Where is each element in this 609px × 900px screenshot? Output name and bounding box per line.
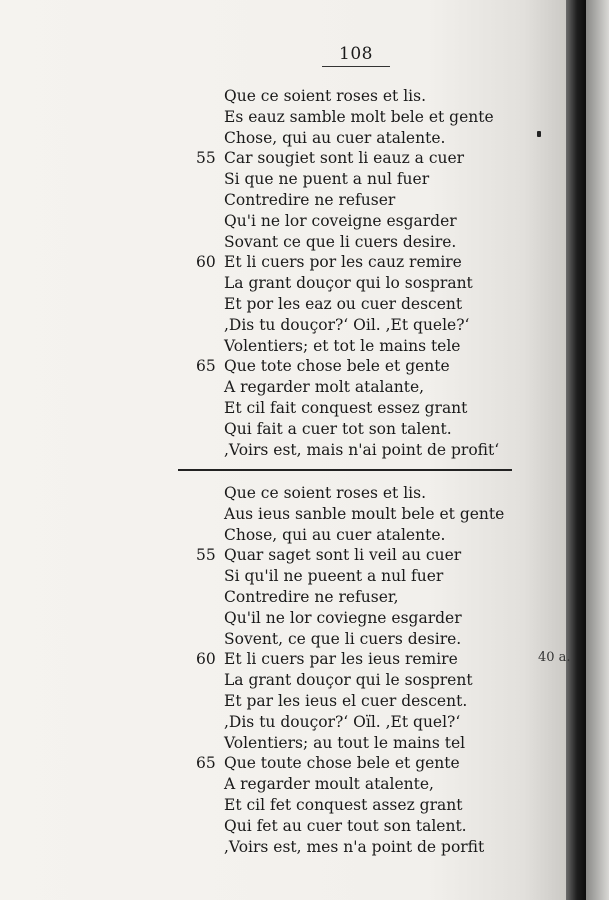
verse-line: [0, 649, 560, 670]
verse-text: Et li cuers por les cauz remire: [224, 253, 462, 272]
verse-line: [0, 252, 560, 273]
verse-line: [0, 440, 560, 461]
verse-line: [0, 545, 560, 566]
verse-text: Qu'i ne lor coveigne esgarder: [224, 211, 457, 230]
verse-text: Que toute chose bele et gente: [224, 754, 460, 773]
verse-line: [0, 753, 560, 774]
verse-line: [0, 190, 560, 211]
verse-line: [0, 398, 560, 419]
section-divider: [178, 469, 512, 471]
verse-text: A regarder moult atalente,: [224, 775, 434, 794]
verse-line: [0, 273, 560, 294]
verse-text: ,Dis tu douçor?‘ Oïl. ,Et quel?‘: [224, 712, 461, 731]
verse-line: [0, 525, 560, 546]
verse-text: Car sougiet sont li eauz a cuer: [224, 149, 465, 168]
book-binding: [566, 0, 586, 900]
version-b-text: [0, 483, 560, 857]
verse-line: [0, 336, 560, 357]
verse-line: [0, 691, 560, 712]
verse-line: [0, 670, 560, 691]
verse-line: [0, 483, 560, 504]
verse-line: [0, 837, 560, 858]
line-number: 55: [196, 546, 216, 565]
line-number: 65: [196, 357, 216, 376]
verse-line: [0, 629, 560, 650]
verse-text: ,Voirs est, mes n'a point de porfit: [224, 837, 485, 856]
verse-line: [0, 148, 560, 169]
verse-text: Volentiers; au tout le mains tel: [224, 733, 466, 752]
verse-line: [0, 608, 560, 629]
verse-text: Si que ne puent a nul fuer: [224, 170, 430, 189]
verse-line: [0, 587, 560, 608]
verse-text: Sovent, ce que li cuers desire.: [224, 629, 462, 648]
verse-text: Volentiers; et tot le mains tele: [224, 336, 461, 355]
verse-text: Et cil fet conquest assez grant: [224, 795, 463, 814]
verse-text: Et li cuers par les ieus remire: [224, 650, 458, 669]
verse-line: [0, 377, 560, 398]
verse-text: Qu'il ne lor coviegne esgarder: [224, 608, 462, 627]
line-number: 55: [196, 149, 216, 168]
verse-text: ,Dis tu douçor?‘ Oil. ,Et quele?‘: [224, 315, 470, 334]
verse-line: [0, 294, 560, 315]
verse-line: [0, 733, 560, 754]
verse-line: [0, 169, 560, 190]
verse-text: Que ce soient roses et lis.: [224, 484, 426, 502]
line-number: 60: [196, 650, 216, 669]
verse-text: Chose, qui au cuer atalente.: [224, 525, 446, 544]
verse-line: [0, 504, 560, 525]
verse-line: [0, 232, 560, 253]
verse-text: Contredire ne refuser: [224, 190, 396, 209]
verse-text: La grant douçor qui le sosprent: [224, 671, 473, 690]
verse-text: A regarder molt atalante,: [224, 378, 425, 397]
verse-line: [0, 816, 560, 837]
page-number: 108: [339, 44, 373, 64]
verse-text: Et por les eaz ou cuer descent: [224, 294, 463, 313]
line-number: 60: [196, 253, 216, 272]
verse-line: [0, 712, 560, 733]
verse-text: Que ce soient roses et lis.: [224, 87, 426, 105]
verse-text: Qui fet au cuer tout son talent.: [224, 816, 467, 835]
verse-text: Contredire ne refuser,: [224, 587, 399, 606]
verse-text: Si qu'il ne pueent a nul fuer: [224, 567, 444, 586]
verse-text: Et cil fait conquest essez grant: [224, 398, 468, 417]
verse-line: [0, 566, 560, 587]
verse-line: [0, 211, 560, 232]
verse-text: ,Voirs est, mais n'ai point de profit‘: [224, 440, 500, 459]
verse-line: [0, 128, 560, 149]
verse-text: Que tote chose bele et gente: [224, 357, 450, 376]
margin-note: 40 a.: [538, 650, 571, 665]
verse-text: Sovant ce que li cuers desire.: [224, 232, 457, 251]
verse-line: [0, 419, 560, 440]
verse-text: La grant douçor qui lo sosprant: [224, 274, 473, 293]
verse-text: Chose, qui au cuer atalente.: [224, 128, 446, 147]
page-edge: [586, 0, 609, 900]
verse-line: [0, 774, 560, 795]
verse-text: Quar saget sont li veil au cuer: [224, 546, 462, 565]
verse-text: Es eauz samble molt bele et gente: [224, 107, 494, 126]
verse-line: [0, 356, 560, 377]
verse-line: [0, 315, 560, 336]
verse-line: [0, 107, 560, 128]
verse-text: Et par les ieus el cuer descent.: [224, 691, 468, 710]
page-number-rule: [322, 66, 390, 67]
verse-line: [0, 86, 560, 107]
verse-text: Aus ieus sanble moult bele et gente: [224, 504, 505, 523]
line-number: 65: [196, 754, 216, 773]
verse-text: Qui fait a cuer tot son talent.: [224, 419, 452, 438]
verse-line: [0, 795, 560, 816]
version-a-text: [0, 86, 560, 460]
